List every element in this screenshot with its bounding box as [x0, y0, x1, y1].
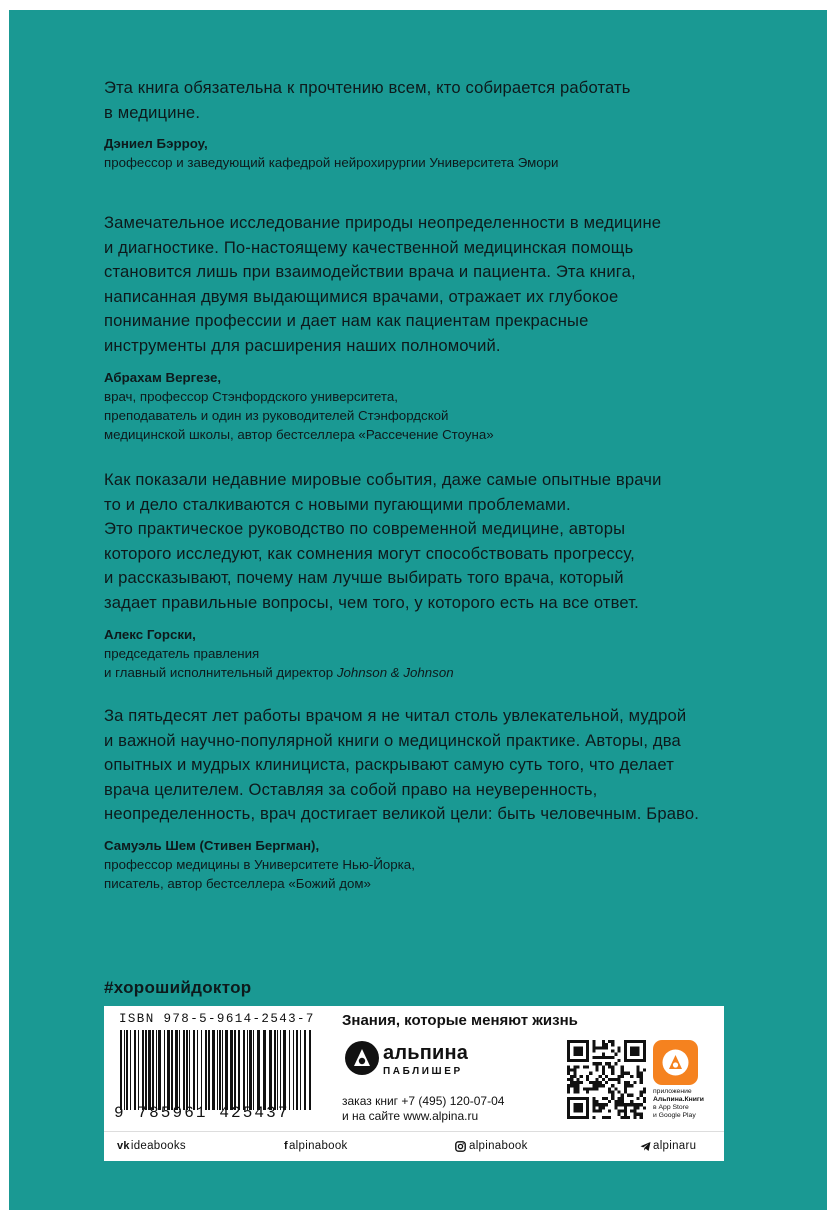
social-instagram [455, 1140, 528, 1152]
quote-line: то и дело сталкиваются с новыми пугающими проблемами. [104, 494, 571, 514]
quote-text [104, 468, 744, 616]
quote-line: Как показали недавние мировые события, даже самые опытные врачи [104, 470, 662, 489]
barcode-icon [118, 1030, 314, 1110]
quote-line: и важной научно-популярной книги о медицинской практике. Авторы, два [104, 730, 681, 750]
social-telegram [640, 1140, 696, 1152]
review-quote-4 [104, 704, 744, 893]
instagram-icon [455, 1141, 466, 1152]
app-logo-icon [653, 1040, 698, 1085]
alpina-books-app-icon [653, 1040, 698, 1085]
author-role: писатель, автор бестселлера «Божий дом» [104, 875, 371, 891]
author-role [104, 663, 744, 682]
app-caption [653, 1088, 719, 1120]
quote-line: опытных и мудрых клинициста, раскрывают самую суть того, что делает [104, 755, 674, 775]
social-divider [104, 1131, 724, 1132]
review-quote-2 [104, 211, 744, 444]
author-role: преподаватель и один из руководителей Стэнфордской [104, 407, 449, 423]
publisher-name: альпина [383, 1042, 469, 1064]
quote-line: написанная двумя выдающимися врачами, отражает их глубокое [104, 286, 619, 306]
quote-line: неопределенность, врач достигает великой цели: быть человечным. Браво. [104, 804, 700, 824]
isbn-number: ISBN 978-5-9614-2543-7 [119, 1012, 315, 1026]
app-caption-line: в App Store [653, 1104, 689, 1111]
quote-author: Алекс Горски, [104, 626, 196, 642]
publisher-subtitle: ПАБЛИШЕР [383, 1066, 463, 1077]
publisher-panel [104, 1006, 724, 1161]
order-phone: заказ книг +7 (495) 120-07-04 [342, 1094, 505, 1108]
app-caption-line: приложение [653, 1088, 692, 1095]
company-name: Johnson & Johnson [336, 664, 454, 680]
vk-icon: vk [117, 1140, 130, 1152]
social-handle: ideabooks [130, 1140, 186, 1152]
review-quote-1 [104, 76, 744, 172]
telegram-icon [640, 1141, 651, 1152]
quote-text [104, 704, 744, 827]
quote-author: Самуэль Шем (Стивен Бергман), [104, 837, 320, 853]
barcode-digits: 9 785961 425437 [114, 1104, 290, 1122]
author-role: профессор медицины в Университете Нью-Йорка, [104, 856, 415, 872]
quote-text [104, 76, 744, 125]
quote-line: и рассказывают, почему нам лучше выбирать того врача, который [104, 568, 624, 588]
order-site: и на сайте www.alpina.ru [342, 1109, 479, 1123]
qr-code-icon [567, 1040, 646, 1119]
social-facebook [284, 1140, 348, 1152]
social-handle: alpinabook [469, 1140, 528, 1152]
quote-line: становится лишь при взаимодействии врача и пациента. Эта книга, [104, 262, 636, 282]
quote-line: и диагностике. По-настоящему качественной медицинская помощь [104, 237, 634, 257]
review-quote-3 [104, 468, 744, 682]
app-caption-line: и Google Play [653, 1112, 696, 1119]
publisher-slogan: Знания, которые меняют жизнь [342, 1012, 578, 1029]
quote-line: врача целителем. Оставляя за собой право на неуверенность, [104, 779, 598, 799]
alpina-logo-icon [344, 1040, 380, 1076]
role-prefix: и главный исполнительный директор [104, 664, 337, 680]
author-role: председатель правления [104, 645, 260, 661]
app-caption-line: Альпина.Книги [653, 1096, 704, 1103]
order-info [342, 1094, 504, 1124]
author-role: врач, профессор Стэнфордского университета, [104, 388, 398, 404]
facebook-icon: f [284, 1140, 288, 1152]
quote-line: инструменты для расширения наших полномочий. [104, 335, 501, 355]
hashtag: #хорошийдоктор [104, 978, 252, 997]
social-handle: alpinaru [653, 1140, 697, 1152]
social-handle: alpinabook [288, 1140, 348, 1152]
social-vk [117, 1140, 186, 1152]
quote-author: Дэниел Бэрроу, [104, 136, 208, 152]
quote-line: которого исследуют, как сомнения могут способствовать прогрессу, [104, 543, 635, 563]
quote-line: Замечательное исследование природы неопределенности в медицине [104, 213, 662, 232]
quote-author: Абрахам Вергезе, [104, 369, 222, 385]
quote-line: в медицине. [104, 102, 201, 122]
quote-line: Это практическое руководство по современной медицине, авторы [104, 519, 626, 539]
quote-text [104, 211, 744, 359]
quote-line: задает правильные вопросы, чем того, у которого есть на все ответ. [104, 592, 639, 612]
author-role: профессор и заведующий кафедрой нейрохирургии Университета Эмори [104, 155, 559, 171]
quote-line: понимание профессии и дает нам как пациентам прекрасные [104, 311, 589, 331]
quote-line: Эта книга обязательна к прочтению всем, кто собирается работать [104, 78, 631, 97]
quote-line: За пятьдесят лет работы врачом я не читал столь увлекательной, мудрой [104, 706, 687, 725]
author-role: медицинской школы, автор бестселлера «Рассечение Стоуна» [104, 426, 494, 442]
